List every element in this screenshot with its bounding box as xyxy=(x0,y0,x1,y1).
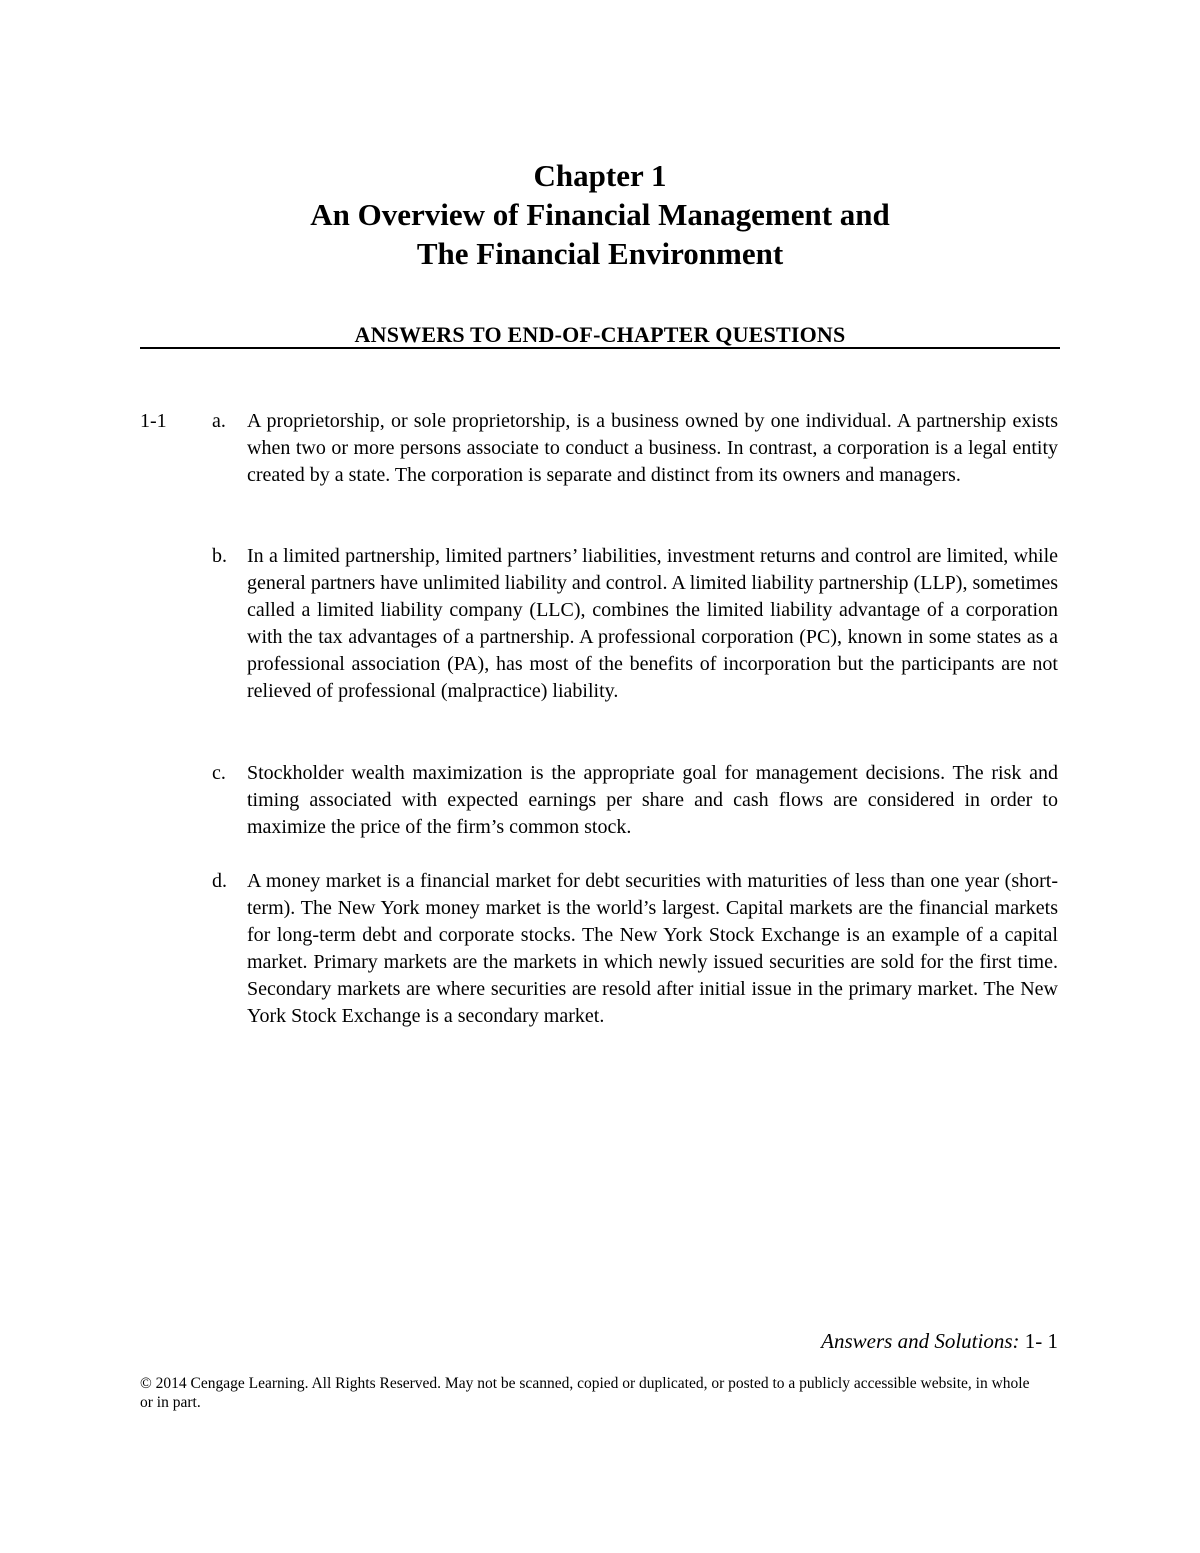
chapter-title-line-1: An Overview of Financial Management and xyxy=(310,197,890,232)
answer-item-b xyxy=(212,543,1058,705)
answer-item-d xyxy=(212,868,1058,1030)
answer-letter: d. xyxy=(212,870,227,892)
page-number: 1- 1 xyxy=(1024,1329,1058,1353)
page-footer-label xyxy=(821,1328,1058,1354)
answer-letter: c. xyxy=(212,762,226,784)
answer-text: In a limited partnership, limited partners’ liabilities, investment returns and control are limited, while general partners have unlimited liability and control. A limited liability partnership (LLP), sometimes called a limited liability company (LLC), combines the limited liability advantage of a corporation with the tax advantages of a partnership. A professional corporation (PC), known in some states as a professional association (PA), has most of the benefits of incorporation but the participants are not relieved of professional (malpractice) liability. xyxy=(247,545,1058,702)
answer-item-c xyxy=(212,760,1058,841)
page-label-text: Answers and Solutions: xyxy=(821,1329,1020,1353)
answer-text: Stockholder wealth maximization is the appropriate goal for management decisions. The risk and timing associated with expected earnings per share and cash flows are considered in order to maximize the price of the firm’s common stock. xyxy=(247,762,1058,838)
chapter-number: Chapter 1 xyxy=(533,158,667,193)
chapter-title xyxy=(140,156,1060,273)
answer-text: A money market is a financial market for debt securities with maturities of less than one year (short-term). The New York money market is the world’s largest. Capital markets are the financial markets for long-term debt and corporate stocks. The New York Stock Exchange is an example of a capital market. Primary markets are the markets in which newly issued securities are sold for the first time. Secondary markets are where securities are resold after initial issue in the primary market. The New York Stock Exchange is a secondary market. xyxy=(247,870,1058,1027)
answer-text: A proprietorship, or sole proprietorship, is a business owned by one individual. A partnership exists when two or more persons associate to conduct a business. In contrast, a corporation is a legal entity created by a state. The corporation is separate and distinct from its owners and managers. xyxy=(247,410,1058,486)
answer-item-a xyxy=(212,408,1058,489)
chapter-title-line-2: The Financial Environment xyxy=(416,236,784,271)
heading-rule xyxy=(140,347,1060,349)
question-number: 1-1 xyxy=(140,410,167,432)
section-heading: ANSWERS TO END-OF-CHAPTER QUESTIONS xyxy=(354,322,846,347)
answer-letter: b. xyxy=(212,545,227,567)
answer-letter: a. xyxy=(212,410,226,432)
copyright-notice: © 2014 Cengage Learning. All Rights Reserved. May not be scanned, copied or duplicated, or posted to a publicly accessible website, in whole or in part. xyxy=(140,1375,1030,1411)
